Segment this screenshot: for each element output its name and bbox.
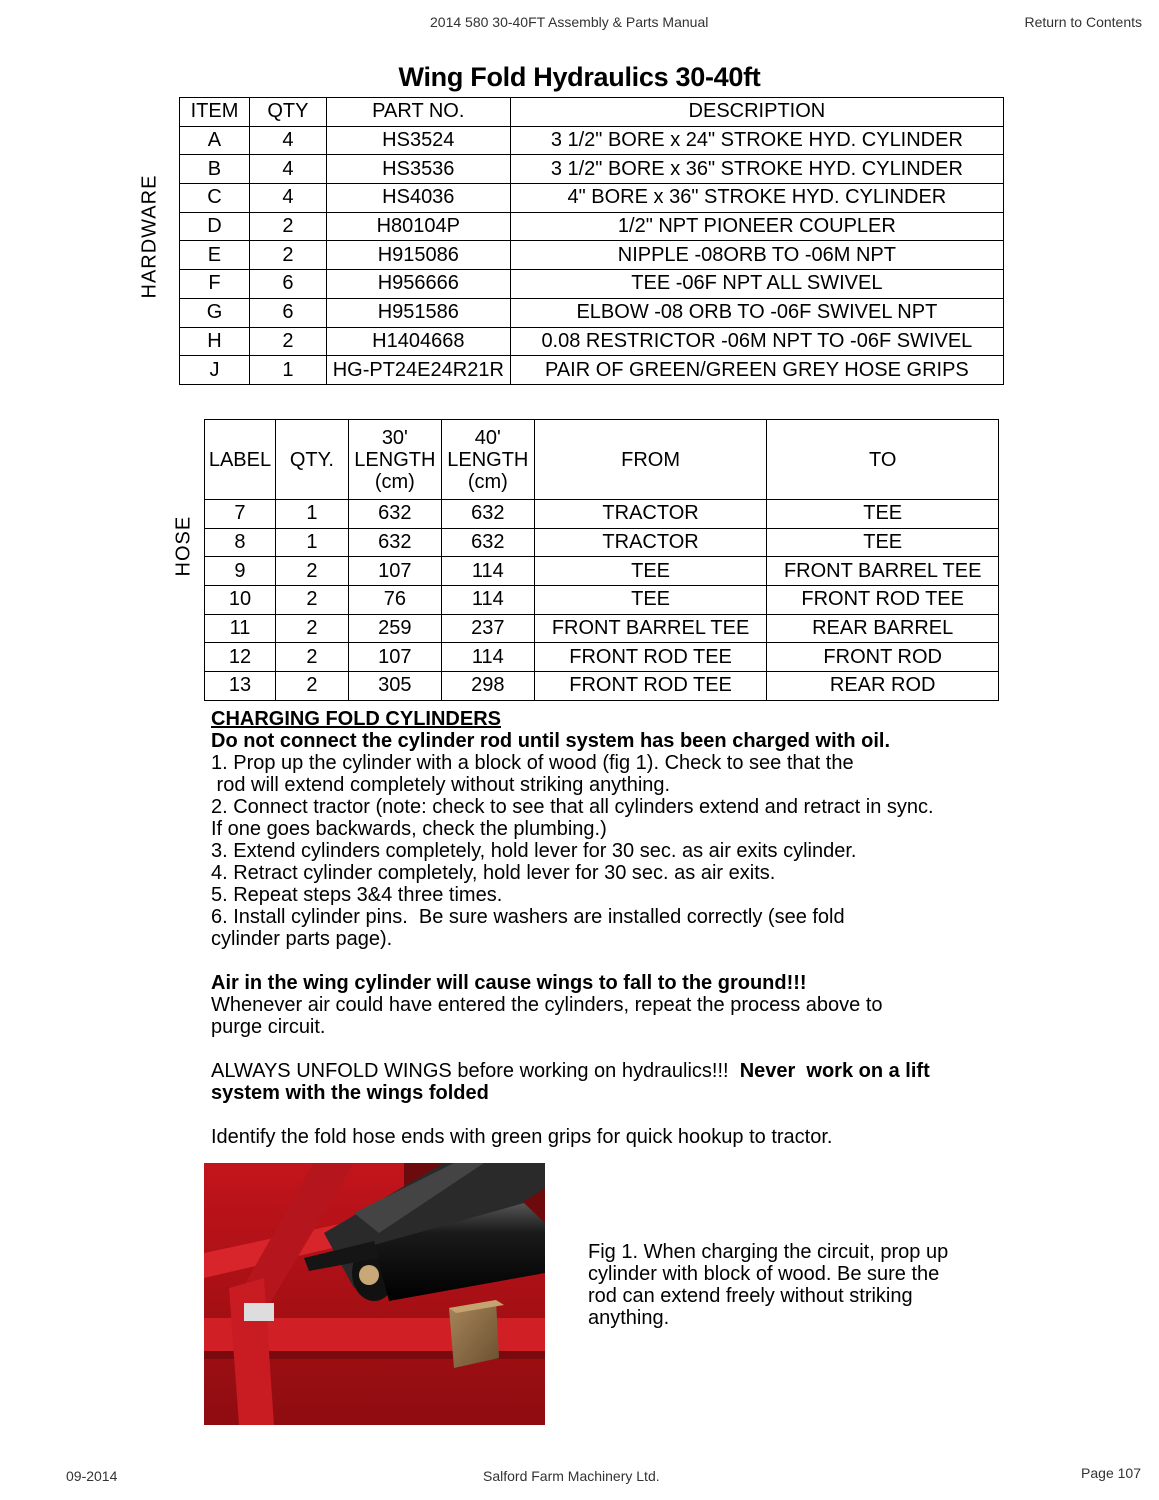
- length-30-cell: 76: [348, 586, 441, 615]
- length-40-cell: 632: [441, 500, 534, 529]
- caption-line: cylinder with block of wood. Be sure the: [588, 1263, 940, 1285]
- identify-note: Identify the fold hose ends with green grips for quick hookup to tractor.: [211, 1126, 833, 1148]
- length-30-cell: 632: [348, 528, 441, 557]
- safety-note: [211, 1060, 1011, 1082]
- item-cell: F: [180, 270, 250, 299]
- header-line: (cm): [467, 470, 508, 493]
- column-header-part-no: PART NO.: [326, 98, 510, 127]
- part-no-cell: HS3536: [326, 155, 510, 184]
- label-cell: 12: [205, 643, 276, 672]
- description-cell: ELBOW -08 ORB TO -06F SWIVEL NPT: [510, 298, 1003, 327]
- table-row: [205, 500, 999, 529]
- part-no-cell: H915086: [326, 241, 510, 270]
- air-note-line: purge circuit.: [211, 1016, 326, 1038]
- column-header-qty: QTY.: [275, 420, 348, 500]
- item-cell: E: [180, 241, 250, 270]
- from-cell: TEE: [534, 586, 767, 615]
- item-cell: D: [180, 212, 250, 241]
- instruction-line: rod will extend completely without striking anything.: [211, 774, 671, 796]
- instruction-line: If one goes backwards, check the plumbing.): [211, 818, 607, 840]
- instruction-line: 2. Connect tractor (note: check to see that all cylinders extend and retract in sync.: [211, 796, 934, 818]
- to-cell: FRONT ROD: [767, 643, 999, 672]
- hose-header-row: [205, 420, 999, 500]
- length-30-cell: 107: [348, 557, 441, 586]
- table-row: [180, 327, 1004, 356]
- air-note-line: Whenever air could have entered the cylinders, repeat the process above to: [211, 994, 883, 1016]
- header-line: (cm): [374, 470, 415, 493]
- qty-cell: 2: [275, 557, 348, 586]
- description-cell: 3 1/2" BORE x 36" STROKE HYD. CYLINDER: [510, 155, 1003, 184]
- part-no-cell: HG-PT24E24R21R: [326, 356, 510, 385]
- from-cell: TEE: [534, 557, 767, 586]
- from-cell: FRONT ROD TEE: [534, 672, 767, 701]
- header-line: 30': [381, 426, 408, 449]
- label-cell: 7: [205, 500, 276, 529]
- table-row: [205, 586, 999, 615]
- qty-cell: 2: [249, 327, 326, 356]
- to-cell: REAR BARREL: [767, 614, 999, 643]
- item-cell: A: [180, 126, 250, 155]
- length-40-cell: 114: [441, 586, 534, 615]
- description-cell: NIPPLE -08ORB TO -06M NPT: [510, 241, 1003, 270]
- column-header-from: FROM: [534, 420, 767, 500]
- qty-cell: 6: [249, 298, 326, 327]
- to-cell: FRONT ROD TEE: [767, 586, 999, 615]
- table-row: [180, 155, 1004, 184]
- footer-company: Salford Farm Machinery Ltd.: [483, 1468, 660, 1484]
- header-line: LENGTH: [447, 448, 529, 471]
- column-header-to: TO: [767, 420, 999, 500]
- length-40-cell: 632: [441, 528, 534, 557]
- table-row: [205, 614, 999, 643]
- length-40-cell: 298: [441, 672, 534, 701]
- label-cell: 10: [205, 586, 276, 615]
- qty-cell: 1: [275, 528, 348, 557]
- item-cell: H: [180, 327, 250, 356]
- label-cell: 8: [205, 528, 276, 557]
- label-cell: 13: [205, 672, 276, 701]
- to-cell: TEE: [767, 500, 999, 529]
- description-cell: TEE -06F NPT ALL SWIVEL: [510, 270, 1003, 299]
- instruction-line: 4. Retract cylinder completely, hold lever for 30 sec. as air exits.: [211, 862, 776, 884]
- air-warning: Air in the wing cylinder will cause wings to fall to the ground!!!: [211, 972, 807, 994]
- hardware-header-row: [180, 98, 1004, 127]
- qty-cell: 2: [275, 672, 348, 701]
- column-header-30ft-length: [348, 420, 441, 500]
- never-work-text-cont: system with the wings folded: [211, 1082, 489, 1104]
- description-cell: 4" BORE x 36" STROKE HYD. CYLINDER: [510, 184, 1003, 213]
- header-line: LENGTH: [354, 448, 436, 471]
- part-no-cell: H956666: [326, 270, 510, 299]
- table-row: [180, 298, 1004, 327]
- qty-cell: 1: [275, 500, 348, 529]
- qty-cell: 4: [249, 155, 326, 184]
- instruction-line: 5. Repeat steps 3&4 three times.: [211, 884, 503, 906]
- instruction-line: 1. Prop up the cylinder with a block of wood (fig 1). Check to see that the: [211, 752, 854, 774]
- caption-line: rod can extend freely without striking: [588, 1285, 913, 1307]
- qty-cell: 4: [249, 184, 326, 213]
- table-row: [205, 672, 999, 701]
- figure-caption: [588, 1241, 998, 1329]
- table-row: [205, 643, 999, 672]
- column-header-description: DESCRIPTION: [510, 98, 1003, 127]
- footer-date: 09-2014: [66, 1468, 118, 1484]
- length-30-cell: 107: [348, 643, 441, 672]
- to-cell: REAR ROD: [767, 672, 999, 701]
- column-header-qty: QTY: [249, 98, 326, 127]
- length-40-cell: 114: [441, 643, 534, 672]
- qty-cell: 2: [275, 643, 348, 672]
- qty-cell: 6: [249, 270, 326, 299]
- description-cell: 0.08 RESTRICTOR -06M NPT TO -06F SWIVEL: [510, 327, 1003, 356]
- qty-cell: 2: [249, 212, 326, 241]
- table-row: [180, 270, 1004, 299]
- hose-side-label: HOSE: [172, 515, 195, 577]
- part-no-cell: H951586: [326, 298, 510, 327]
- qty-cell: 2: [249, 241, 326, 270]
- item-cell: J: [180, 356, 250, 385]
- qty-cell: 2: [275, 586, 348, 615]
- table-row: [180, 126, 1004, 155]
- part-no-cell: HS3524: [326, 126, 510, 155]
- length-40-cell: 237: [441, 614, 534, 643]
- description-cell: 3 1/2" BORE x 24" STROKE HYD. CYLINDER: [510, 126, 1003, 155]
- label-cell: 11: [205, 614, 276, 643]
- part-no-cell: H80104P: [326, 212, 510, 241]
- item-cell: B: [180, 155, 250, 184]
- page-title: Wing Fold Hydraulics 30-40ft: [398, 62, 761, 92]
- item-cell: G: [180, 298, 250, 327]
- label-cell: 9: [205, 557, 276, 586]
- length-40-cell: 114: [441, 557, 534, 586]
- caption-line: anything.: [588, 1307, 670, 1329]
- item-cell: C: [180, 184, 250, 213]
- from-cell: TRACTOR: [534, 500, 767, 529]
- length-30-cell: 305: [348, 672, 441, 701]
- table-row: [180, 184, 1004, 213]
- instruction-line: cylinder parts page).: [211, 928, 393, 950]
- table-row: [180, 241, 1004, 270]
- never-work-text: Never work on a lift: [739, 1060, 930, 1082]
- table-row: [180, 356, 1004, 385]
- from-cell: TRACTOR: [534, 528, 767, 557]
- table-row: [205, 528, 999, 557]
- column-header-item: ITEM: [180, 98, 250, 127]
- length-30-cell: 259: [348, 614, 441, 643]
- return-to-contents-link[interactable]: Return to Contents: [1024, 14, 1142, 30]
- qty-cell: 1: [249, 356, 326, 385]
- hardware-side-label: HARDWARE: [138, 174, 161, 299]
- hose-table: [204, 419, 999, 701]
- from-cell: FRONT ROD TEE: [534, 643, 767, 672]
- qty-cell: 4: [249, 126, 326, 155]
- from-cell: FRONT BARREL TEE: [534, 614, 767, 643]
- instruction-line: 6. Install cylinder pins. Be sure washers are installed correctly (see fold: [211, 906, 845, 928]
- cylinder-photo: [204, 1163, 545, 1425]
- length-30-cell: 632: [348, 500, 441, 529]
- section-heading: CHARGING FOLD CYLINDERS: [211, 708, 501, 730]
- to-cell: FRONT BARREL TEE: [767, 557, 999, 586]
- page-number: Page 107: [1081, 1465, 1141, 1481]
- part-no-cell: HS4036: [326, 184, 510, 213]
- description-cell: PAIR OF GREEN/GREEN GREY HOSE GRIPS: [510, 356, 1003, 385]
- column-header-label: LABEL: [205, 420, 276, 500]
- column-header-40ft-length: [441, 420, 534, 500]
- table-row: [180, 212, 1004, 241]
- to-cell: TEE: [767, 528, 999, 557]
- part-no-cell: H1404668: [326, 327, 510, 356]
- header-line: 40': [474, 426, 501, 449]
- table-row: [205, 557, 999, 586]
- manual-title: 2014 580 30-40FT Assembly & Parts Manual: [430, 14, 709, 30]
- charging-warning: Do not connect the cylinder rod until system has been charged with oil.: [211, 730, 890, 752]
- hardware-table: [179, 97, 1004, 385]
- qty-cell: 2: [275, 614, 348, 643]
- always-unfold-text: ALWAYS UNFOLD WINGS before working on hydraulics!!!: [211, 1060, 740, 1082]
- description-cell: 1/2" NPT PIONEER COUPLER: [510, 212, 1003, 241]
- charging-instructions: [211, 708, 1011, 1148]
- caption-line: Fig 1. When charging the circuit, prop up: [588, 1241, 949, 1263]
- instruction-line: 3. Extend cylinders completely, hold lever for 30 sec. as air exits cylinder.: [211, 840, 857, 862]
